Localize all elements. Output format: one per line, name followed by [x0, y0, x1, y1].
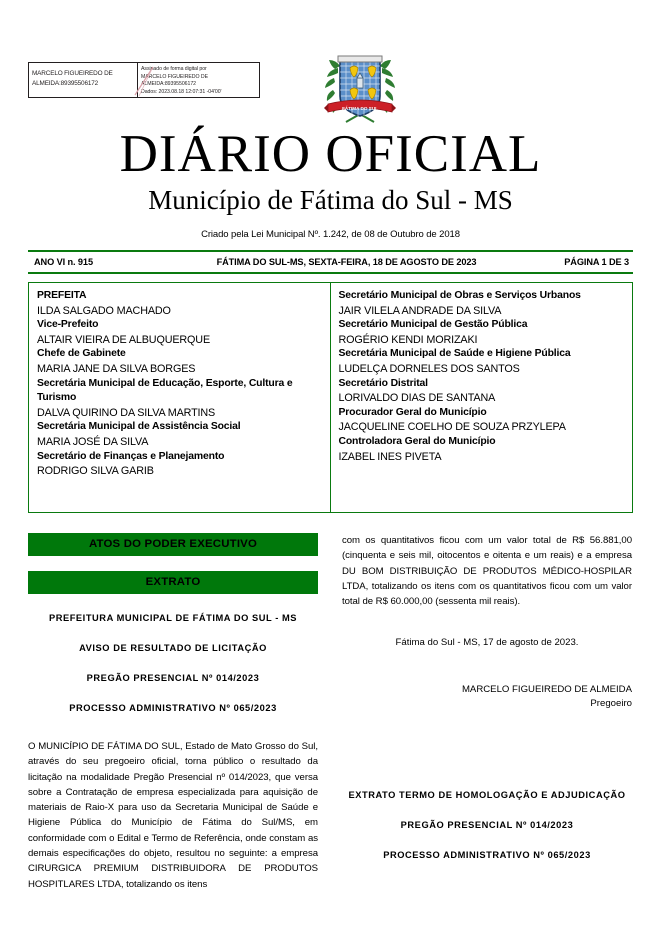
official-role: Secretária Municipal de Saúde e Higiene Pública: [338, 348, 571, 360]
signature-detail-line-1: Assinado de forma digital por: [141, 66, 207, 72]
official-name: IZABEL INES PIVETA: [338, 450, 442, 463]
section-banner-atos-poder-executivo: ATOS DO PODER EXECUTIVO: [28, 533, 318, 556]
signer-role: Pregoeiro: [590, 697, 632, 709]
signer-name: MARCELO FIGUEIREDO DE ALMEIDA: [461, 683, 632, 695]
page-number-label: PÁGINA 1 DE 3: [564, 257, 629, 267]
official-role: Secretária Municipal de Educação, Esporte, Cultura e Turismo: [37, 377, 293, 404]
heading-aviso-resultado: AVISO DE RESULTADO DE LICITAÇÃO: [79, 643, 267, 653]
heading-processo-administrativo: PROCESSO ADMINISTRATIVO Nº 065/2023: [69, 703, 277, 713]
heading-processo-administrativo-2: PROCESSO ADMINISTRATIVO Nº 065/2023: [383, 849, 591, 860]
signature-detail-line-2: MARCELO FIGUEIREDO DE: [141, 73, 208, 80]
heading-extrato-homologacao: EXTRATO TERMO DE HOMOLOGAÇÃO E ADJUDICAÇÃO: [348, 789, 626, 800]
heading-pregao-presencial-2: PREGÃO PRESENCIAL Nº 014/2023: [400, 819, 574, 830]
official-role: Secretária Municipal de Assistência Social: [37, 421, 241, 433]
signature-subject-name: MARCELO FIGUEIREDO DE ALMEIDA:89395506172: [32, 70, 113, 87]
content-right-column: [342, 533, 632, 892]
right-column-spacer: [342, 711, 632, 771]
official-name: MARIA JOSÉ DA SILVA: [37, 435, 149, 448]
right-column-place-date: Fátima do Sul - MS, 17 de agosto de 2023.: [395, 637, 579, 649]
page-subtitle: Município de Fátima do Sul - MS: [148, 185, 513, 215]
official-name: ILDA SALGADO MACHADO: [37, 304, 171, 317]
official-name: MARIA JANE DA SILVA BORGES: [37, 362, 196, 375]
officials-box: [28, 282, 633, 513]
official-role: PREFEITA: [37, 290, 87, 301]
official-name: JAIR VILELA ANDRADE DA SILVA: [338, 304, 502, 317]
officials-left-column: [29, 283, 331, 512]
official-role: Secretário Distrital: [338, 377, 428, 389]
official-role: Secretário Municipal de Gestão Pública: [338, 319, 528, 331]
officials-right-column: [331, 283, 633, 512]
left-column-paragraph: O MUNICÍPIO DE FÁTIMA DO SUL, Estado de Mato Grosso do Sul, através do seu pregoeiro oficial, torna público o resultado da licitação na modalidade Pregão Presencial nº 014/2023, que versa sobre a Contratação de empresa especializada para aquisição de materiais de Raio-X para uso da Secretaria Municipal de Saúde e Higiene Pública do Município de Fátima do Sul/MS, em conformidade com o Edital e Termo de Referência, onde constam as demais especificações do objeto, resultou no seguinte: a empresa CIRURGICA PREMIUM DISTRIBUIDORA DE PRODUTOS HOSPITLARES LTDA, totalizando os itens: [28, 741, 318, 890]
coat-of-arms-icon: [324, 50, 396, 126]
official-role: Controladora Geral do Município: [338, 435, 496, 447]
content-columns: [28, 533, 633, 892]
issue-place-date: FÁTIMA DO SUL-MS, SEXTA-FEIRA, 18 DE AGOSTO DE 2023: [216, 257, 477, 267]
official-role: Secretário Municipal de Obras e Serviços Urbanos: [338, 290, 581, 301]
signature-detail-line-3: ALMEIDA:89395506172: [141, 81, 197, 88]
official-role: Vice-Prefeito: [37, 319, 99, 331]
coat-of-arms-ribbon-text: FÁTIMA DO SUL: [342, 106, 378, 111]
official-name: ALTAIR VIEIRA DE ALBUQUERQUE: [37, 333, 210, 346]
section-banner-extrato: EXTRATO: [28, 571, 318, 594]
official-role: Secretário de Finanças e Planejamento: [37, 450, 225, 462]
digital-signature-stamp: [28, 62, 260, 98]
heading-pregao-presencial: PREGÃO PRESENCIAL Nº 014/2023: [86, 673, 260, 683]
signer-block: [342, 683, 632, 711]
official-role: Chefe de Gabinete: [37, 348, 126, 360]
masthead-top-row: [28, 0, 633, 120]
issue-info-bar: [28, 250, 633, 274]
official-role: Procurador Geral do Município: [338, 406, 487, 418]
heading-prefeitura: PREFEITURA MUNICIPAL DE FÁTIMA DO SUL - MS: [48, 613, 298, 623]
official-name: DALVA QUIRINO DA SILVA MARTINS: [37, 406, 216, 419]
creation-law-line: Criado pela Lei Municipal Nº. 1.242, de 08 de Outubro de 2018: [201, 229, 460, 240]
right-column-paragraph: com os quantitativos ficou com um valor total de R$ 56.881,00 (cinquenta e seis mil, oitocentos e oitenta e um reais) e a empresa DU BOM DISTRIBUIÇÃO DE PRODUTOS MÉDICO-HOSPILAR LTDA, totalizando os itens com os quantitativos ficou com um valor total de R$ 60.000,00 (sessenta mil reais).: [342, 535, 632, 608]
official-name: ROGÉRIO KENDI MORIZAKI: [338, 333, 478, 346]
official-name: LORIVALDO DIAS DE SANTANA: [338, 392, 496, 405]
issue-year-number: ANO VI n. 915: [34, 257, 93, 267]
official-name: RODRIGO SILVA GARIB: [37, 465, 154, 478]
page-title: DIÁRIO OFICIAL: [119, 125, 542, 183]
official-name: JACQUELINE COELHO DE SOUZA PRZYLEPA: [338, 421, 566, 434]
content-left-column: [28, 533, 318, 892]
official-name: LUDELÇA DORNELES DOS SANTOS: [338, 362, 520, 375]
signature-details: [138, 63, 259, 97]
signature-detail-line-4: Dados: 2023.08.18 12:07:31 -04'00': [141, 88, 222, 95]
